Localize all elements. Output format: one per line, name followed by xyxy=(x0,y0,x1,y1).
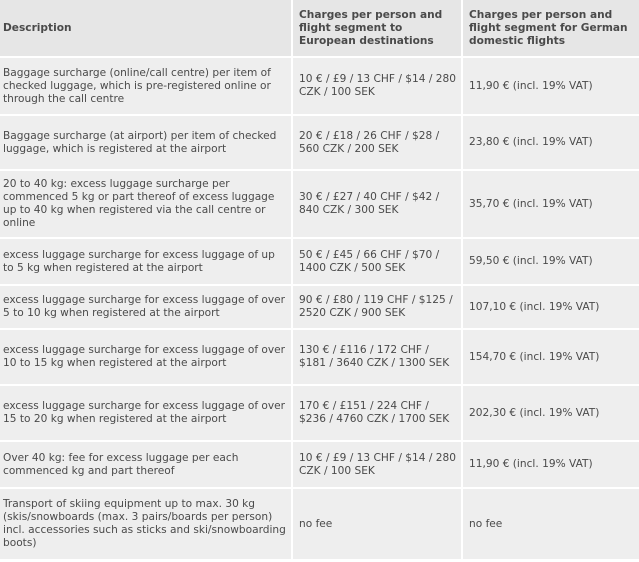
row-domestic-charge: 107,10 € (incl. 19% VAT) xyxy=(462,285,639,329)
row-description: excess luggage surcharge for excess luggage of over 10 to 15 kg when registered at the airport xyxy=(0,329,292,385)
table-row xyxy=(0,329,639,385)
row-domestic-charge: 202,30 € (incl. 19% VAT) xyxy=(462,385,639,441)
row-european-charge: 10 € / £9 / 13 CHF / $14 / 280 CZK / 100 SEK xyxy=(292,57,462,115)
row-domestic-charge: no fee xyxy=(462,488,639,560)
table-row xyxy=(0,285,639,329)
row-european-charge: 170 € / £151 / 224 CHF / $236 / 4760 CZK / 1700 SEK xyxy=(292,385,462,441)
table-row xyxy=(0,441,639,488)
header-european-destinations: Charges per person and flight segment to European destinations xyxy=(292,0,462,57)
row-description: 20 to 40 kg: excess luggage surcharge per commenced 5 kg or part thereof of excess luggage up to 40 kg when registered via the call centre or online xyxy=(0,170,292,238)
table-header-row xyxy=(0,0,639,57)
row-european-charge: 30 € / £27 / 40 CHF / $42 / 840 CZK / 300 SEK xyxy=(292,170,462,238)
row-description: Baggage surcharge (online/call centre) per item of checked luggage, which is pre-registered online or through the call centre xyxy=(0,57,292,115)
row-domestic-charge: 11,90 € (incl. 19% VAT) xyxy=(462,57,639,115)
row-domestic-charge: 11,90 € (incl. 19% VAT) xyxy=(462,441,639,488)
row-european-charge: 10 € / £9 / 13 CHF / $14 / 280 CZK / 100 SEK xyxy=(292,441,462,488)
row-description: Over 40 kg: fee for excess luggage per each commenced kg and part thereof xyxy=(0,441,292,488)
table-row xyxy=(0,57,639,115)
row-european-charge: 50 € / £45 / 66 CHF / $70 / 1400 CZK / 500 SEK xyxy=(292,238,462,285)
row-domestic-charge: 35,70 € (incl. 19% VAT) xyxy=(462,170,639,238)
table-row xyxy=(0,385,639,441)
row-description: excess luggage surcharge for excess luggage of over 5 to 10 kg when registered at the airport xyxy=(0,285,292,329)
table-row xyxy=(0,170,639,238)
row-european-charge: 20 € / £18 / 26 CHF / $28 / 560 CZK / 200 SEK xyxy=(292,115,462,170)
row-domestic-charge: 154,70 € (incl. 19% VAT) xyxy=(462,329,639,385)
row-description: excess luggage surcharge for excess luggage of over 15 to 20 kg when registered at the airport xyxy=(0,385,292,441)
row-european-charge: no fee xyxy=(292,488,462,560)
table-row xyxy=(0,488,639,560)
table-row xyxy=(0,115,639,170)
row-european-charge: 90 € / £80 / 119 CHF / $125 / 2520 CZK / 900 SEK xyxy=(292,285,462,329)
header-description: Description xyxy=(0,0,292,57)
row-description: excess luggage surcharge for excess luggage of up to 5 kg when registered at the airport xyxy=(0,238,292,285)
table-row xyxy=(0,238,639,285)
row-description: Transport of skiing equipment up to max. 30 kg (skis/snowboards (max. 3 pairs/boards per person) incl. accessories such as sticks and ski/snowboarding boots) xyxy=(0,488,292,560)
row-domestic-charge: 59,50 € (incl. 19% VAT) xyxy=(462,238,639,285)
row-european-charge: 130 € / £116 / 172 CHF / $181 / 3640 CZK / 1300 SEK xyxy=(292,329,462,385)
header-german-domestic-flights: Charges per person and flight segment for German domestic flights xyxy=(462,0,639,57)
row-description: Baggage surcharge (at airport) per item of checked luggage, which is registered at the airport xyxy=(0,115,292,170)
row-domestic-charge: 23,80 € (incl. 19% VAT) xyxy=(462,115,639,170)
